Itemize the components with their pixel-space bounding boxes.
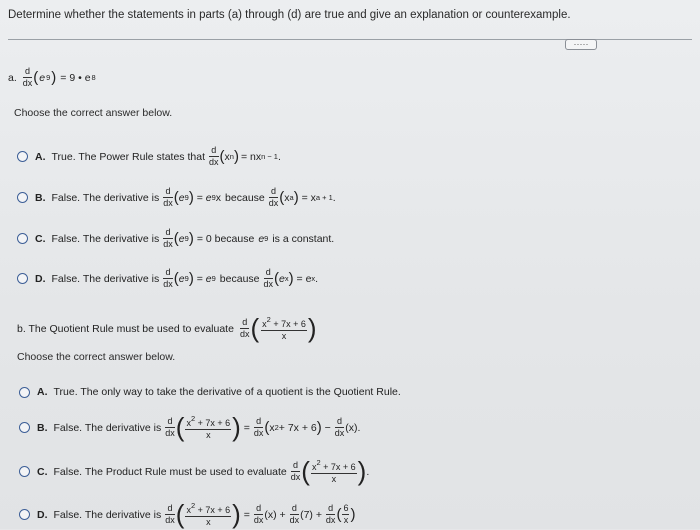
radio-button[interactable] [17,273,28,284]
radio-button[interactable] [19,422,30,433]
part-b-option-b[interactable]: B. False. The derivative is $\frac{d}{dx}$ ( $\frac{x^2 + 7x + 6}{x}$ ) = $\frac{d}{dx}$ ( x 2 + 7x + 6 ) − $\frac{d}{dx}$ (x) . [19,412,360,443]
part-a-choose: Choose the correct answer below. [14,107,173,119]
derivative-operator: $\frac{d}{dx}$ [22,66,33,88]
part-a-option-c[interactable]: C. False. The derivative is $\frac{d}{dx}$ ( e 9 ) = 0 because e 9 is a constant. [17,228,334,249]
part-a-option-a[interactable]: A. True. The Power Rule states that $\frac{d}{dx}$ ( x n ) = nx n − 1 . [17,146,281,167]
part-a-statement: a. $\frac{d}{dx}$ ( e 9 ) = 9 • e 8 [8,66,96,88]
radio-button[interactable] [17,151,28,162]
radio-button[interactable] [17,233,28,244]
part-b-statement: b. The Quotient Rule must be used to evaluate $\frac{d}{dx}$ ( $\frac{x^2 + 7x + 6}{x}$ ) [17,313,317,343]
radio-button[interactable] [17,192,28,203]
instructions-text: Determine whether the statements in parts (a) through (d) are true and give an explanation or counterexample. [8,9,571,21]
radio-button[interactable] [19,509,30,520]
more-button[interactable]: ····· [565,39,597,50]
part-a-option-d[interactable]: D. False. The derivative is $\frac{d}{dx}$ ( e 9 ) = e 9 because $\frac{d}{dx}$ ( e x ) = e x . [17,268,318,289]
part-b-option-d[interactable]: D. False. The derivative is $\frac{d}{dx}$ ( $\frac{x^2 + 7x + 6}{x}$ ) = $\frac{d}{dx}$ (x) + $\frac{d}{dx}$ (7) + $\frac{d}{dx}$ ( $\frac{6}{x}$ ) [19,499,355,530]
radio-button[interactable] [19,387,30,398]
part-b-choose: Choose the correct answer below. [17,351,176,363]
part-b-label: b. The Quotient Rule must be used to evaluate [17,322,234,335]
part-b-option-a[interactable]: A. True. The only way to take the derivative of a quotient is the Quotient Rule. [19,386,404,398]
radio-button[interactable] [19,466,30,477]
part-a-option-b[interactable]: B. False. The derivative is $\frac{d}{dx}$ ( e 9 ) = e 9 x because $\frac{d}{dx}$ ( x a ) = x a + 1 . [17,187,336,208]
part-a-label: a. [8,71,17,84]
part-b-option-c[interactable]: C. False. The Product Rule must be used to evaluate $\frac{d}{dx}$ ( $\frac{x^2 + 7x + 6}{x}$ ) . [19,456,369,487]
